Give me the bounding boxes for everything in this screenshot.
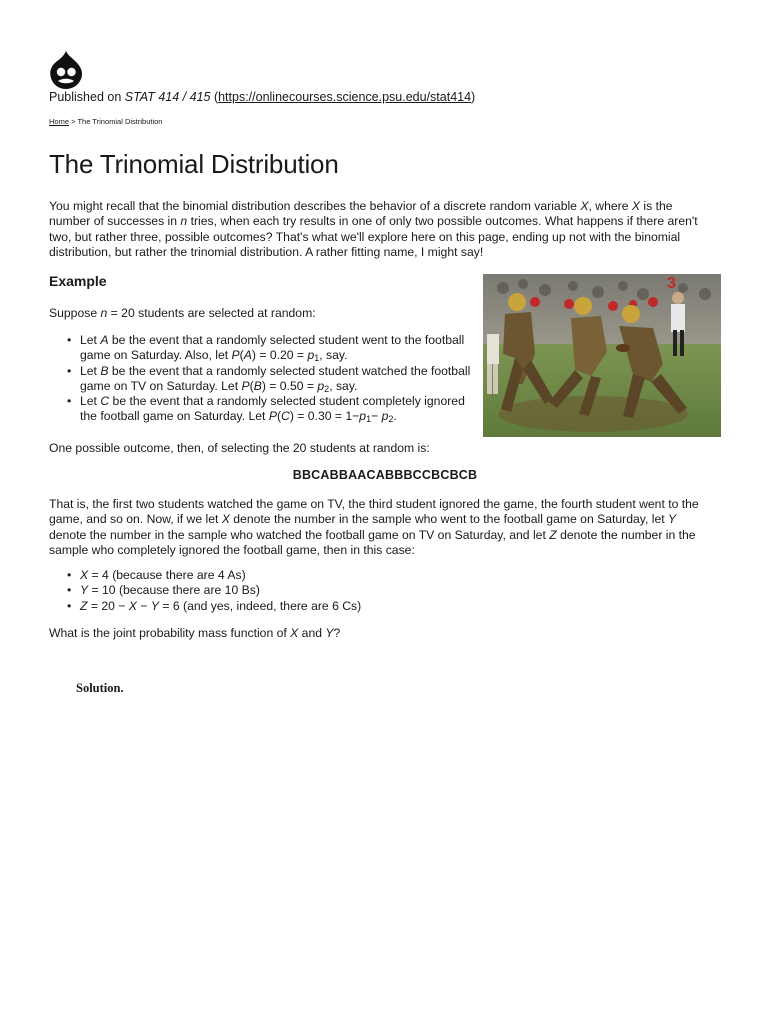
list-item-z-value: • Z = 20 − X − Y = 6 (and yes, indeed, there are 6 Cs)	[49, 599, 649, 614]
football-game-photo	[483, 274, 721, 437]
values-list	[49, 568, 649, 614]
explanation-paragraph: That is, the first two students watched the game on TV, the third student ignored the game, the fourth student went to the game, and so on. Now, if we let X denote the number in the sample who went to the football game on Saturday, let Y denote the number in the sample who watched the football game on TV on Saturday, and let Z denote the number in the sample who completely ignored the football game, then in this case:	[49, 497, 699, 557]
event-list	[49, 333, 482, 425]
published-line	[49, 90, 475, 104]
breadcrumb	[49, 117, 162, 126]
outcome-intro: One possible outcome, then, of selecting the 20 students at random is:	[49, 441, 430, 455]
example-heading: Example	[49, 273, 107, 289]
list-item-x-value: • X = 4 (because there are 4 As)	[49, 568, 649, 583]
list-item-y-value: • Y = 10 (because there are 10 Bs)	[49, 583, 649, 598]
question-paragraph: What is the joint probability mass function of X and Y?	[49, 626, 341, 640]
breadcrumb-home-link[interactable]: Home	[49, 117, 70, 126]
list-item-event-b: • Let B be the event that a randomly selected student watched the football game on TV on Saturday. Let $P(B) = 0.50 = p_2$, say.	[49, 364, 482, 395]
breadcrumb-current: The Trinomial Distribution	[77, 117, 163, 126]
page-title: The Trinomial Distribution	[49, 149, 339, 179]
drupal-logo-icon	[49, 50, 83, 90]
solution-label: Solution.	[76, 681, 124, 695]
football-photo-image	[483, 274, 721, 437]
published-prefix: Published on	[49, 90, 125, 104]
intro-paragraph: You might recall that the binomial distribution describes the behavior of a discrete random variable X, where X is the number of successes in n tries, when each try results in one of only two possible outcomes. What happens if there aren't two, but rather three, possible outcomes? That's what we'll explore here on this page, ending up not with the binomial distribution, but rather the trinomial distribution. A rather fitting name, I might say!	[49, 199, 698, 259]
list-item-event-c: • Let C be the event that a randomly selected student completely ignored the football game on Saturday. Let $P(C) = 0.30 = 1-p_1- p_2$.	[49, 394, 482, 425]
list-item-event-a: • Let A be the event that a randomly selected student went to the football game on Saturday. Also, let $P(A) = 0.20 = p_1$, say.	[49, 333, 482, 364]
outcome-sequence: BBCABBAACABBBCCBCBCB	[292, 468, 478, 482]
course-url-link[interactable]: https://onlinecourses.science.psu.edu/stat414	[218, 90, 472, 104]
breadcrumb-separator: >	[69, 117, 78, 126]
open-paren: (	[210, 90, 219, 104]
course-name: STAT 414 / 415	[124, 90, 211, 104]
suppose-paragraph: Suppose n = 20 students are selected at random:	[49, 306, 316, 320]
close-paren: )	[471, 90, 476, 104]
photo-number-3: 3	[667, 275, 676, 292]
